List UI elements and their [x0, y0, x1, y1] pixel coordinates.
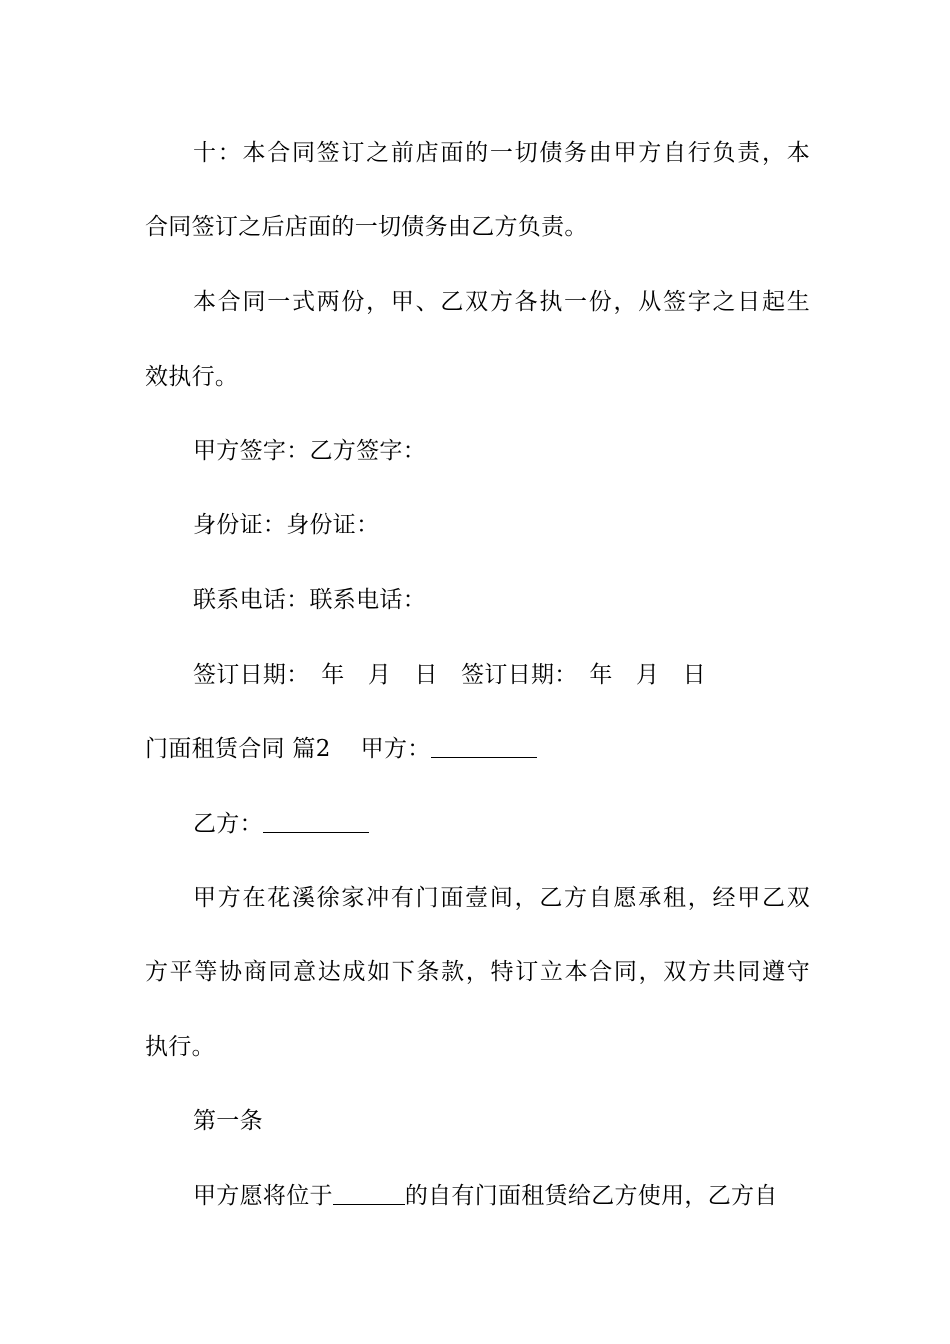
- article-1-prefix: 甲方愿将位于: [193, 1183, 333, 1209]
- paragraph-10-line-2: 合同签订之后店面的一切债务由乙方负责。: [145, 214, 588, 240]
- contract-title: 门面租赁合同 篇2: [145, 736, 331, 762]
- copies-paragraph-line-1: 本合同一式两份，甲、乙双方各执一份，从签字之日起生: [193, 289, 810, 315]
- article-1-line-1: [193, 1181, 810, 1211]
- article-1-suffix: 的自有门面租赁给乙方使用，乙方自: [404, 1183, 778, 1209]
- signature-line: 甲方签字：乙方签字：: [193, 438, 426, 464]
- location-blank: [333, 1182, 405, 1205]
- intro-paragraph-line-1: 甲方在花溪徐家冲有门面壹间，乙方自愿承租，经甲乙双: [193, 885, 810, 911]
- party-b-label: 乙方：: [193, 811, 263, 837]
- article-1-title: 第一条: [193, 1108, 263, 1134]
- party-b-blank: [263, 810, 369, 833]
- party-a-blank: [431, 735, 537, 758]
- copies-paragraph-line-2: 效执行。: [145, 364, 239, 390]
- id-card-line: 身份证：身份证：: [193, 512, 380, 538]
- party-a-label: 甲方：: [360, 736, 431, 762]
- contract-2-heading-line: [145, 734, 810, 764]
- intro-paragraph-line-2: 方平等协商同意达成如下条款，特订立本合同，双方共同遵守: [145, 959, 810, 985]
- signing-date-line: 签订日期： 年 月 日 签订日期： 年 月 日: [193, 662, 706, 688]
- party-b-line: [193, 809, 810, 839]
- intro-paragraph-line-3: 执行。: [145, 1034, 215, 1060]
- paragraph-10-line-1: 十：本合同签订之前店面的一切债务由甲方自行负责，本: [193, 140, 810, 166]
- contact-phone-line: 联系电话：联系电话：: [193, 587, 426, 613]
